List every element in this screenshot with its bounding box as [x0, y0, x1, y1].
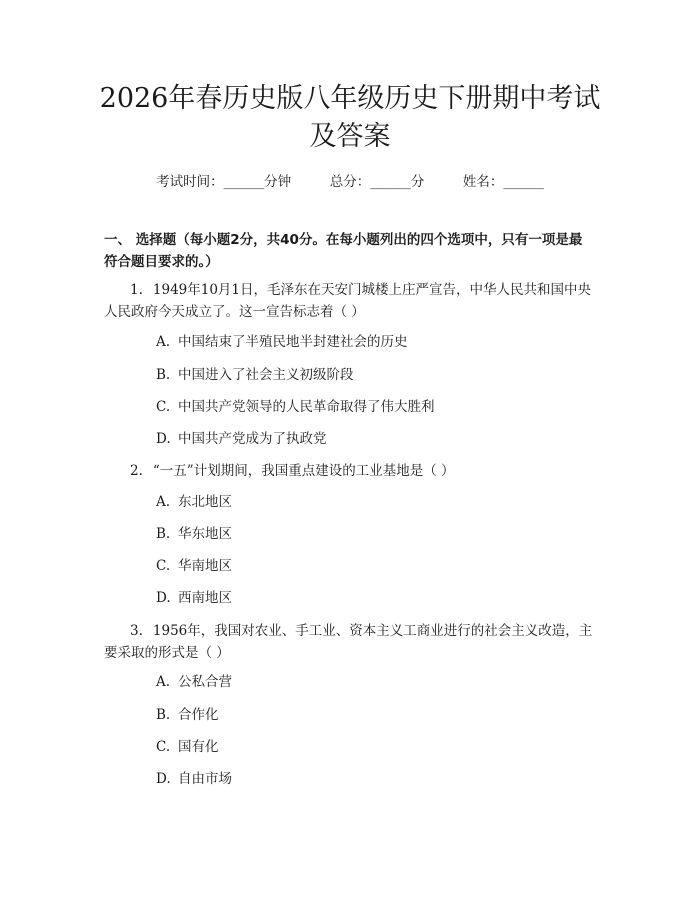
- name-blank: ______: [503, 174, 544, 190]
- question-3-option-c: C. 国有化: [156, 739, 219, 755]
- score-blank: ______: [370, 174, 411, 190]
- question-2: [104, 460, 599, 482]
- question-text: 1949年10月1日，毛泽东在天安门城楼上庄严宣告，中华人民共和国中央人民政府今天成立了。这一宣告标志着（ ）: [104, 282, 592, 320]
- question-1-option-c: C. 中国共产党领导的人民革命取得了伟大胜利: [156, 399, 435, 415]
- question-text: 1956年，我国对农业、手工业、资本主义工商业进行的社会主义改造，主要采取的形式是（ ）: [104, 623, 593, 661]
- page-title: 2026年春历史版八年级历史下册期中考试及答案: [99, 83, 601, 152]
- question-3-option-b: B. 合作化: [156, 707, 219, 723]
- question-2-option-a: A. 东北地区: [156, 494, 232, 510]
- question-number: 2.: [130, 463, 143, 479]
- question-3: [104, 620, 599, 664]
- score-unit: 分: [410, 174, 425, 190]
- question-3-option-d: D. 自由市场: [156, 771, 232, 787]
- name-label: 姓名：: [462, 174, 504, 190]
- section-heading: 一、 选择题（每小题2分，共40分。在每小题列出的四个选项中，只有一项是最符合题目要求的。）: [104, 232, 583, 270]
- question-1-option-a: A. 中国结束了半殖民地半封建社会的历史: [156, 334, 408, 350]
- question-3-option-a: A. 公私合营: [156, 674, 232, 690]
- time-unit: 分钟: [264, 174, 292, 190]
- question-2-option-b: B. 华东地区: [156, 526, 232, 542]
- question-1-option-b: B. 中国进入了社会主义初级阶段: [156, 367, 354, 383]
- question-2-option-d: D. 西南地区: [156, 590, 232, 606]
- time-label: 考试时间：: [156, 174, 224, 190]
- question-text: “一五”计划期间，我国重点建设的工业基地是（ ）: [152, 463, 455, 479]
- question-1-option-d: D. 中国共产党成为了执政党: [156, 431, 327, 447]
- exam-meta-line: [0, 170, 700, 190]
- question-number: 1.: [130, 282, 143, 298]
- question-2-option-c: C. 华南地区: [156, 558, 232, 574]
- question-number: 3.: [130, 623, 143, 639]
- time-blank: ______: [223, 174, 265, 190]
- question-1: [104, 279, 599, 323]
- score-label: 总分：: [329, 174, 371, 190]
